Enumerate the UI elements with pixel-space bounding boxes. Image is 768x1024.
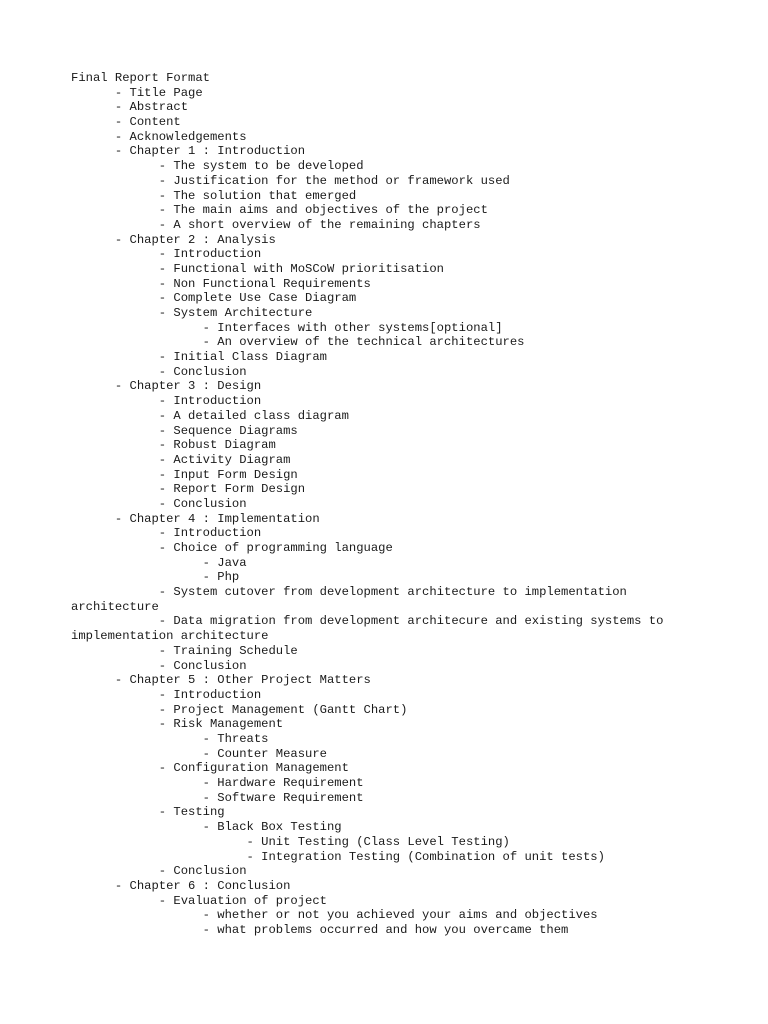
outline-item-level-1: - Chapter 1 : Introduction	[71, 144, 306, 159]
outline-item-level-1: - Acknowledgements	[71, 129, 247, 144]
outline-item-level-2: - Sequence Diagrams	[71, 423, 298, 438]
outline-item-level-1: - Chapter 4 : Implementation	[71, 511, 320, 526]
outline-item-level-2: - Activity Diagram	[71, 452, 291, 467]
outline-item-level-1: - Chapter 5 : Other Project Matters	[71, 673, 371, 688]
outline-item-level-2: - Choice of programming language	[71, 541, 393, 555]
outline-item-level-3: - Php	[71, 570, 240, 585]
outline-item-level-2: - Robust Diagram	[71, 438, 276, 453]
outline-list	[71, 86, 691, 938]
outline-item-level-3: - Interfaces with other systems[optional]	[71, 320, 503, 335]
outline-item-level-2: - A detailed class diagram	[71, 408, 349, 423]
outline-item-level-2: - Complete Use Case Diagram	[71, 291, 357, 306]
outline-item-level-2: - Introduction	[71, 687, 262, 702]
outline-item-level-2: - Testing	[71, 805, 225, 820]
outline-item-level-1: - Chapter 6 : Conclusion	[71, 878, 291, 893]
outline-item-level-3: - Black Box Testing	[71, 820, 342, 835]
outline-item-level-2: - Conclusion	[71, 658, 247, 673]
outline-item-level-2: - Introduction	[71, 247, 262, 262]
outline-item-level-3: - Counter Measure	[71, 746, 327, 761]
outline-item-level-2: - Risk Management	[71, 717, 284, 732]
outline-item-level-3: - Threats	[71, 732, 269, 746]
outline-item-level-3: - Software Requirement	[71, 790, 364, 805]
outline-item-level-3: - An overview of the technical architectures	[71, 335, 525, 350]
outline-item-level-1: - Content	[71, 115, 181, 130]
outline-item-level-4: - Unit Testing (Class Level Testing)	[71, 834, 510, 849]
outline-item-level-1: - Chapter 3 : Design	[71, 379, 262, 394]
outline-item-level-3: - Java	[71, 555, 247, 570]
outline-item-level-1: - Chapter 2 : Analysis	[71, 232, 276, 247]
outline-item-level-2: - Introduction	[71, 394, 262, 409]
outline-item-level-2: - Introduction	[71, 526, 262, 541]
document-body	[71, 71, 691, 938]
outline-item-level-2: - Input Form Design	[71, 467, 298, 482]
outline-item-level-2: - Conclusion	[71, 864, 247, 879]
outline-item-level-2: - The system to be developed	[71, 159, 364, 174]
outline-item-level-2: - Justification for the method or framework used	[71, 173, 510, 188]
outline-item-level-2: - The main aims and objectives of the project	[71, 203, 488, 218]
outline-item-level-2: - The solution that emerged	[71, 188, 357, 203]
outline-item-level-2: - Conclusion	[71, 364, 247, 379]
outline-item-level-2: - Training Schedule	[71, 643, 298, 658]
outline-item-level-2: - Non Functional Requirements	[71, 276, 371, 291]
outline-item-level-3: - Hardware Requirement	[71, 776, 364, 791]
outline-item-level-2: - Configuration Management	[71, 761, 349, 776]
outline-item-level-2: - A short overview of the remaining chapters	[71, 217, 481, 232]
outline-item-level-2: - Conclusion	[71, 496, 247, 511]
outline-item-level-2: - System cutover from development architecture to implementation architecture	[71, 585, 627, 614]
outline-item-level-2: - Functional with MoSCoW prioritisation	[71, 261, 444, 276]
outline-item-level-2: - Initial Class Diagram	[71, 350, 327, 365]
outline-item-level-1: - Abstract	[71, 100, 189, 115]
outline-item-level-2: - Evaluation of project	[71, 893, 327, 908]
outline-item-level-3: - whether or not you achieved your aims and objectives	[71, 908, 598, 923]
outline-item-level-3: - what problems occurred and how you overcame them	[71, 922, 569, 937]
outline-item-level-2: - System Architecture	[71, 306, 313, 320]
outline-item-level-2: - Data migration from development architecure and existing systems to implementation architecture	[71, 614, 664, 644]
outline-item-level-4: - Integration Testing (Combination of unit tests)	[71, 849, 605, 864]
outline-item-level-1: - Title Page	[71, 85, 203, 100]
outline-item-level-2: - Project Management (Gantt Chart)	[71, 702, 408, 717]
outline-item-level-2: - Report Form Design	[71, 482, 306, 497]
document-title: Final Report Format	[71, 71, 210, 85]
